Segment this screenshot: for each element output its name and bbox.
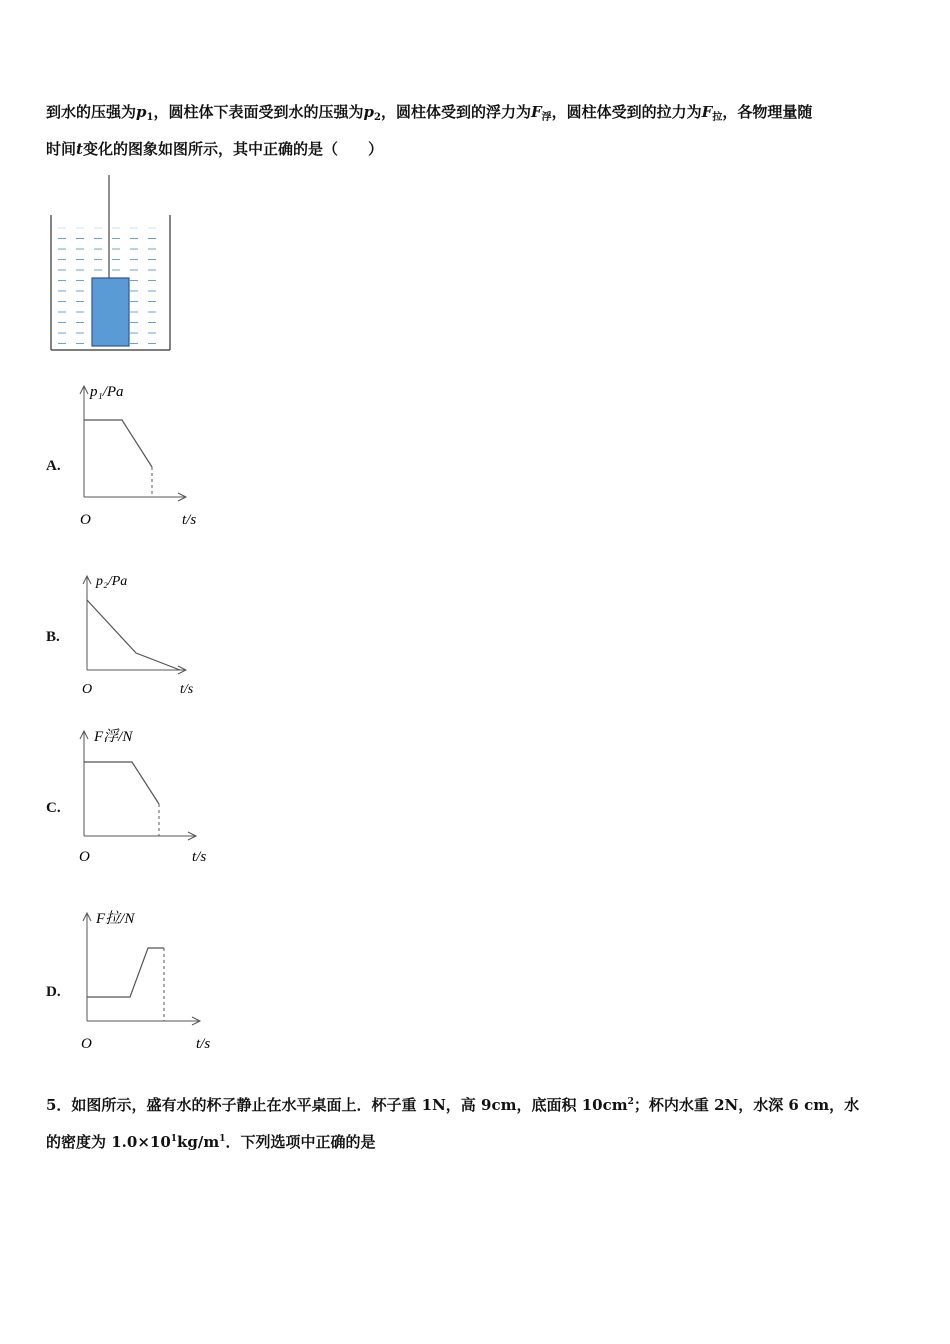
origin-label: O	[79, 849, 90, 865]
y-axis-label: p₂/Pa	[96, 574, 128, 589]
q4-line-1: 到水的压强为$p_1$，圆柱体下表面受到水的压强为$p_2$，圆柱体受到的浮力为$F_浮$，圆柱体受到的拉力为$F_拉$，各物理量随	[46, 103, 813, 123]
option-a-label[interactable]: A.	[46, 458, 61, 474]
x-axis-label: t/s	[182, 512, 197, 528]
x-axis-label: t/s	[192, 849, 207, 865]
q4-line-2: 时间t变化的图象如图所示，其中正确的是（ ）	[46, 140, 383, 158]
curve	[87, 600, 180, 670]
origin-label: O	[82, 682, 93, 697]
option-b-graph	[78, 568, 208, 698]
curve	[87, 948, 164, 997]
container-diagram	[46, 170, 176, 355]
option-d-label[interactable]: D.	[46, 984, 61, 1000]
option-d-graph	[78, 905, 223, 1055]
x-axis-label: t/s	[196, 1036, 211, 1052]
curve	[84, 420, 152, 467]
option-b-label[interactable]: B.	[46, 629, 60, 645]
origin-label: O	[81, 1036, 92, 1052]
origin-label: O	[80, 512, 91, 528]
option-c-label[interactable]: C.	[46, 800, 61, 816]
q5-line-1: 5．如图所示，盛有水的杯子静止在水平桌面上．杯子重 1N，高 9cm，底面积 $10cm^2$；杯内水重 2N，水深 6 cm，水	[46, 1096, 860, 1114]
curve	[84, 762, 159, 804]
q5-line-2: 的密度为 $1.0\times 10^1kg/m^1$．下列选项中正确的是	[46, 1133, 376, 1151]
option-c-graph	[76, 725, 216, 865]
y-axis-label: F拉/N	[96, 911, 135, 927]
y-axis-label: p₁/Pa	[90, 384, 124, 400]
y-axis-label: F浮/N	[94, 729, 133, 745]
x-axis-label: t/s	[180, 682, 194, 697]
cylinder	[92, 278, 129, 346]
option-a-graph	[76, 378, 206, 528]
